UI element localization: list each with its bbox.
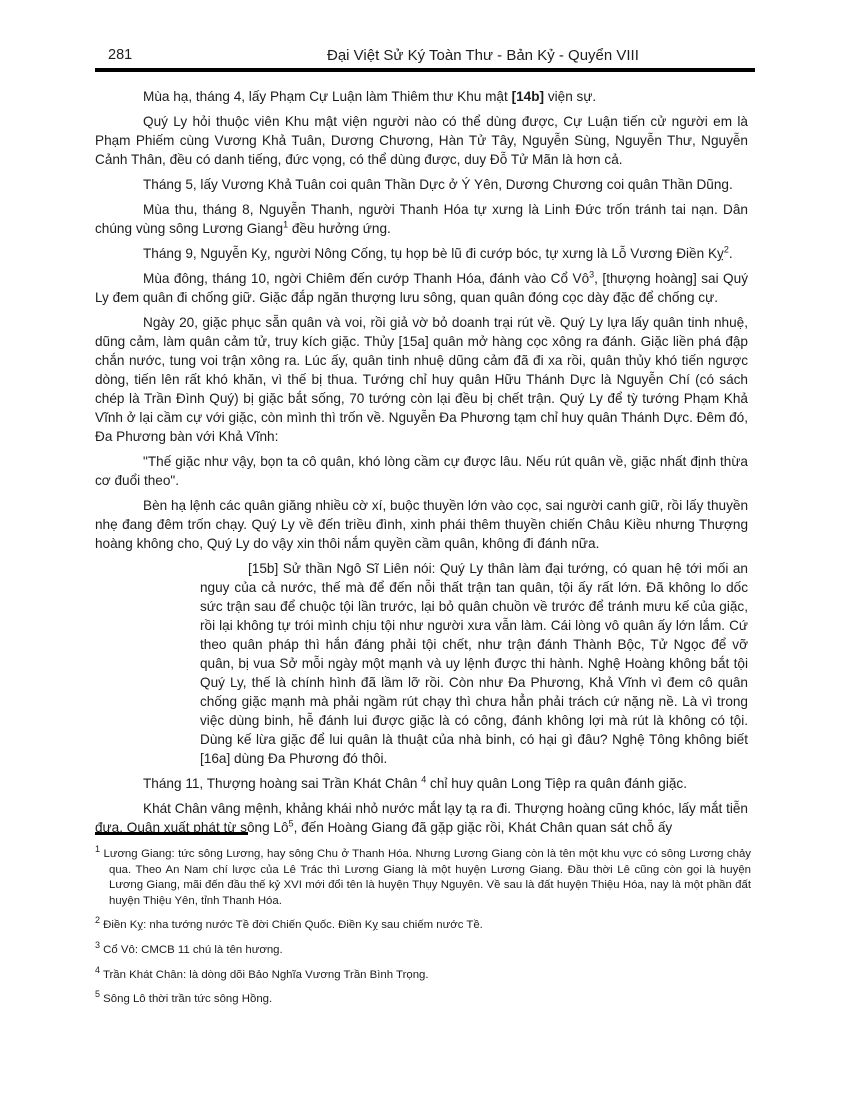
commentary-paragraph: [15b] Sử thần Ngô Sĩ Liên nói: Quý Ly thân làm đại tướng, có quan hệ tới mối an nguy của cả nước, thế mà để đến nỗi thất trận tan quân, tội ấy rất lớn. Đã không lo dốc sức trận sau để chuộc tội lần trước, lại bỏ quân chuồn về trước để tránh mưu kế của giặc, rồi lại không tự trói mình chịu tội như người xưa vẫn làm. Cái lòng vô quân ấy lớn lắm. Cứ theo quân pháp thì hắn đáng phải tội chết, như trận đánh Thành Bộc, Tử Ngọc để vỡ quân, bị vua Sở mỗi ngày một mạnh và uy lệnh được thi hành. Nghệ Hoàng không bắt tội Quý Ly, thế là chính hình đã lầm lỡ rồi. Còn như Đa Phương, Khả Vĩnh vì đem cô quân chống giặc mạnh mà phải ngầm rút chạy thì chưa hẳn phải trách cứ nặng nề. Là vì trong việc dùng binh, hễ đánh lui được giặc là có công, đánh không lợi mà rút là không có tội. Dùng kế lừa giặc để lui quân là thuật của nhà binh, có hại gì đâu? Nghệ Tông không biết [16a] dùng Đa Phương đó thôi.: [200, 561, 748, 766]
paragraph: Khát Chân vâng mệnh, khảng khái nhỏ nước mắt lạy tạ ra đi. Thượng hoàng cũng khóc, lấy mắt tiễn đưa. Quân xuất phát từ sông $Lô^5$, đến Hoàng Giang đã gặp giặc rồi, Khát Chân quan sát chỗ ấy: [95, 801, 748, 835]
footnote-separator: [95, 832, 248, 835]
paragraph: Tháng 5, lấy Vương Khả Tuân coi quân Thần Dực ở Ý Yên, Dương Chương coi quân Thần Dũng.: [143, 177, 733, 192]
footnote: [95, 989, 751, 1008]
footnote-text: Trần Khát Chân: là dòng dõi Bảo Nghĩa Vương Trần Bình Trọng.: [100, 968, 429, 981]
paragraph: Tháng 11, Thượng hoàng sai Trần Khát Chân $^4$ chỉ huy quân Long Tiệp ra quân đánh giặc.: [143, 774, 688, 791]
footnote-number: 4: [95, 964, 101, 975]
paragraph: Tháng 9, Nguyễn Kỵ, người Nông Cống, tụ họp bè lũ đi cướp bóc, tự xưng là Lỗ Vương Điền Kỵ$^2$.: [143, 244, 733, 261]
paragraph: Ngày 20, giặc phục sẵn quân và voi, rồi giả vờ bỏ doanh trại rút về. Quý Ly lựa lấy quân tinh nhuệ, dũng cảm, làm quân cảm tử, truy kích giặc. Thủy [15a] quân mở hàng cọc xông ra đánh. Giặc liền phá đập chắn nước, tung voi trận xông ra. Lúc ấy, quân tinh nhuệ dũng cảm đã đi xa rồi, quân thủy khó tiến ngược dòng, tiến lên rất khó khăn, vì thế bị thua. Tướng chỉ huy quân Hữu Thánh Dực là Nguyễn Chí (có sách chép là Trần Đình Quý) bị giặc bắt sống, 70 tướng còn lại đều bị chết trận. Quý Ly để tỳ tướng Phạm Khả Vĩnh ở lại cầm cự với giặc, còn mình thì trốn về. Nguyễn Đa Phương tạm chỉ huy quân Thánh Dực. Đêm đó, Đa Phương bàn với Khả Vĩnh:: [95, 315, 748, 444]
paragraph: Bèn hạ lệnh các quân giăng nhiều cờ xí, buộc thuyền lớn vào cọc, sai người canh giữ, rồi lấy thuyền nhẹ đang đêm trốn chạy. Quý Ly về đến triều đình, xinh phái thêm thuyền chiến Châu Kiều nhưng Thượng hoàng không cho, Quý Ly do vậy xin thôi nắm quyền cầm quân, không đi đánh nữa.: [95, 498, 748, 551]
footnote-reference: 3: [589, 269, 595, 280]
paragraph: Mùa thu, tháng 8, Nguyễn Thanh, người Thanh Hóa tự xưng là Linh Đức trốn tránh tai nạn. Dân chúng vùng sông Lương Giang$^1$ đều hưởng ứng.: [95, 202, 748, 236]
footnotes-section: [95, 844, 751, 1017]
page-header: [95, 46, 755, 72]
footnote: [95, 915, 751, 934]
page-number: 281: [108, 47, 133, 63]
footnote-text: Điền Kỵ: nha tướng nước Tề đời Chiến Quốc. Điền Kỵ sau chiếm nước Tề.: [100, 919, 483, 932]
page-title: Đại Việt Sử Ký Toàn Thư - Bản Kỷ - Quyển VIII: [327, 47, 639, 64]
footnote: [95, 844, 751, 909]
paragraph: Quý Ly hỏi thuộc viên Khu mật viện người nào có thể dùng được, Cự Luận tiến cử người em là Phạm Phiếm cùng Vương Khả Tuân, Dương Chương, Hàn Tử Tây, Nguyễn Sùng, Nguyễn Thư, Nguyễn Cảnh Thân, đều có danh tiếng, đức vọng, có thể dùng được, duy Đỗ Tử Mãn là hơn cả.: [95, 114, 748, 167]
footnote: [95, 940, 751, 959]
paragraph: "Thế giặc như vậy, bọn ta cô quân, khó lòng cầm cự được lâu. Nếu rút quân về, giặc nhất định thừa cơ đuổi theo".: [95, 454, 748, 488]
footnote-number: 1: [95, 844, 101, 855]
footnote-text: Sông Lô thời trần tức sông Hồng.: [100, 993, 273, 1006]
footnote-reference: 2: [723, 244, 729, 255]
paragraph: Mùa đông, tháng 10, ngời Chiêm đến cướp Thanh Hóa, đánh vào Cổ $Vô^3$, [thượng hoàng] sai Quý Ly đem quân đi chống giữ. Giặc đắp ngăn thượng lưu sông, quan quân đóng cọc dày đặc để chống cự.: [95, 269, 748, 305]
footnote-text: Cổ Vô: CMCB 11 chú là tên hương.: [100, 943, 283, 956]
footnote-number: 3: [95, 940, 101, 951]
footnote: [95, 964, 751, 984]
footnote-reference: 1: [283, 219, 289, 230]
paragraph: Mùa hạ, tháng 4, lấy Phạm Cự Luận làm Thiêm thư Khu mật [14b] viện sự.: [143, 89, 597, 104]
footnote-reference: 4: [421, 774, 427, 785]
footnote-text: Lương Giang: tức sông Lương, hay sông Chu ở Thanh Hóa. Nhưng Lương Giang còn là tên một khu vực có sông Lương chảy qua. Theo An Nam chí lược của Lê Trác thì Lương Giang là một huyện Lương Giang. Đầu thời Lê cũng còn gọi là huyện Lương Giang, mãi đến đầu thế kỷ XVI mới đổi tên là huyện Thụy Nguyên. Về sau là đất huyện Thiệu Hóa, nay là một phần đất huyện Thiệu Yên, tỉnh Thanh Hóa.: [100, 848, 751, 907]
footnote-number: 5: [95, 989, 101, 1000]
footnote-number: 2: [95, 915, 101, 926]
body-paragraphs: [95, 87, 748, 843]
footnote-reference: 5: [288, 818, 294, 829]
